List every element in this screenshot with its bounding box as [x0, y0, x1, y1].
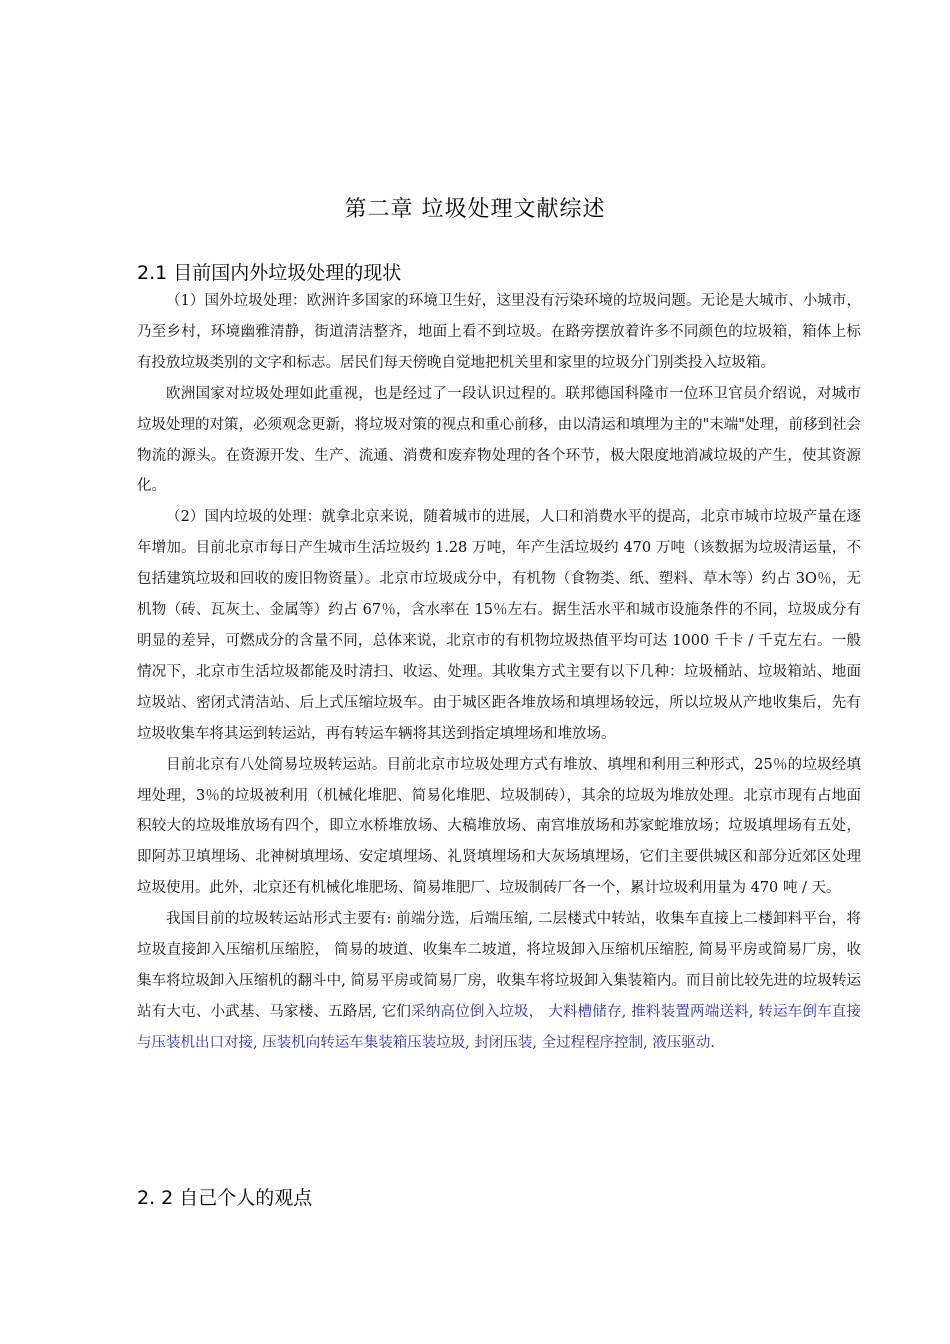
- section-body-2-1: [137, 286, 861, 1059]
- section-heading-2-1: 2.1 目前国内外垃圾处理的现状: [137, 262, 402, 284]
- paragraph-foreign-treatment: （1）国外垃圾处理：欧洲许多国家的环境卫生好，这里没有污染环境的垃圾问题。无论是大城市、小城市，乃至乡村，环境幽雅清静，街道清洁整齐，地面上看不到垃圾。在路旁摆放着许多不同颜色的垃圾箱，箱体上标有投放垃圾类别的文字和标志。居民们每天傍晚自觉地把机关里和家里的垃圾分门别类投入垃圾箱。: [137, 293, 861, 371]
- section-heading-2-2: 2. 2 自己个人的观点: [137, 1187, 313, 1209]
- transfer-forms-text: 我国目前的垃圾转运站形式主要有: 前端分选，后端压缩, 二层楼式中转站，收集车直接上二楼卸料平台，将垃圾直接卸入压缩机压缩腔， 简易的坡道、收集车二坡道，将垃圾卸入压缩机压缩腔, 简易平房或简易厂房，收集车将垃圾卸入压缩机的翻斗中, 简易平房或简易厂房，收集车将垃圾卸入集装箱内。而目前比较先进的垃圾转运站有大屯、小武基、马家楼、五路居, 它们: [137, 911, 861, 1020]
- paragraph-beijing-transfer-stations: 目前北京有八处简易垃圾转运站。目前北京市垃圾处理方式有堆放、填埋和利用三种形式，25％的垃圾经填埋处理，3％的垃圾被利用（机械化堆肥、简易化堆肥、垃圾制砖），其余的垃圾为堆放处理。北京市现有占地面积较大的垃圾堆放场有四个，即立水桥堆放场、大稿堆放场、南宫堆放场和苏家蛇堆放场；垃圾填埋场有五处，即阿苏卫填埋场、北神树填埋场、安定填埋场、礼贤填埋场和大灰场填埋场，它们主要供城区和部分近郊区处理垃圾使用。此外，北京还有机械化堆肥场、简易堆肥厂、垃圾制砖厂各一个，累计垃圾利用量为 470 吨 / 天。: [137, 756, 861, 897]
- paragraph-transfer-station-forms: [137, 904, 861, 1059]
- advanced-station-methods-link[interactable]: 采纳高位倒入垃圾， 大料槽储存, 推料装置两端送料, 转运车倒车直接与压装机出口对接, 压装机向转运车集装箱压装垃圾, 封闭压装, 全过程程序控制, 液压驱动.: [137, 1003, 861, 1051]
- paragraph-europe-awareness: 欧洲国家对垃圾处理如此重视，也是经过了一段认识过程的。联邦德国科隆市一位环卫官员介绍说，对城市垃圾处理的对策，必须观念更新，将垃圾对策的视点和重心前移，由以清运和填埋为主的"末端"处理，前移到社会物流的源头。在资源开发、生产、流通、消费和废弃物处理的各个环节，极大限度地消减垃圾的产生，使其资源化。: [137, 385, 861, 495]
- chapter-title: 第二章 垃圾处理文献综述: [344, 197, 606, 222]
- paragraph-domestic-treatment: （2）国内垃圾的处理：就拿北京来说，随着城市的进展，人口和消费水平的提高，北京市城市垃圾产量在逐年增加。目前北京市每日产生城市生活垃圾约 1.28 万吨，年产生活垃圾约 470 万吨（该数据为垃圾清运量，不包括建筑垃圾和回收的废旧物资量）。北京市垃圾成分中，有机物（食物类、纸、塑料、草木等）约占 3O％，无机物（砖、瓦灰土、金属等）约占 67％，含水率在 15％左右。据生活水平和城市设施条件的不同，垃圾成分有明显的差异，可燃成分的含量不同，总体来说，北京市的有机物垃圾热值平均可达 1000 千卡 / 千克左右。一般情况下，北京市生活垃圾都能及时清扫、收运、处理。其收集方式主要有以下几种：垃圾桶站、垃圾箱站、地面垃圾站、密闭式清洁站、后上式压缩垃圾车。由于城区距各堆放场和填埋场较远，所以垃圾从产地收集后，先有垃圾收集车将其运到转运站，再有转运车辆将其送到指定填埋场和堆放场。: [137, 509, 861, 742]
